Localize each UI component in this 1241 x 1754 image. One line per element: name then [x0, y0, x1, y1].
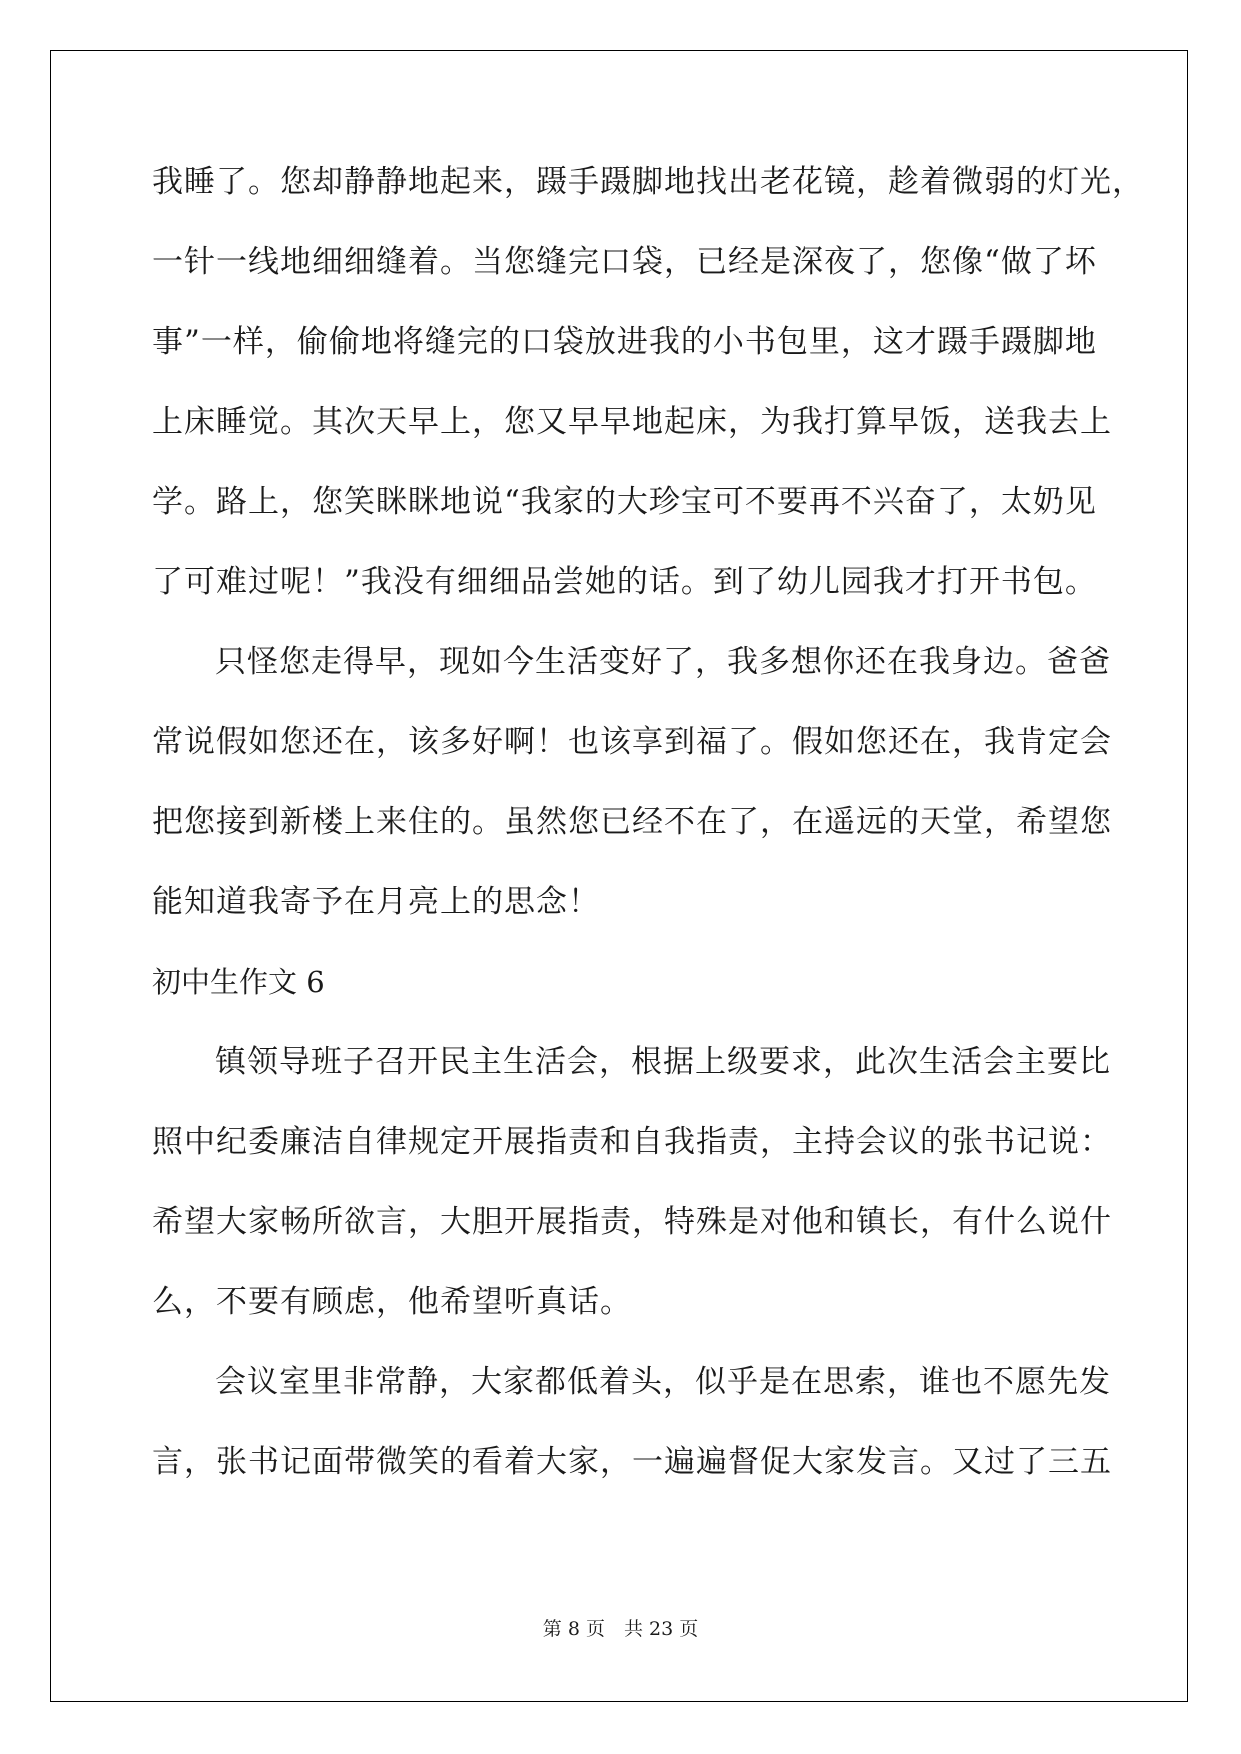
text-line: 么，不要有顾虑，他希望听真话。 [152, 1284, 632, 1320]
section-heading: 初中生作文 6 [152, 965, 325, 999]
paragraph-4 [152, 1362, 1112, 1522]
text-line: 学。路上，您笑眯眯地说“我家的大珍宝可不要再不兴奋了，太奶见 [152, 484, 1097, 520]
paragraph-2 [152, 642, 1112, 962]
page-number-footer: 第 8 页 共 23 页 [542, 1618, 699, 1640]
text-line: 一针一线地细细缝着。当您缝完口袋，已经是深夜了，您像“做了坏 [152, 244, 1097, 280]
text-line: 照中纪委廉洁自律规定开展指责和自我指责，主持会议的张书记说： [152, 1124, 1112, 1160]
text-line: 把您接到新楼上来住的。虽然您已经不在了，在遥远的天堂，希望您 [152, 804, 1112, 840]
text-line: 能知道我寄予在月亮上的思念！ [152, 884, 600, 920]
paragraph-3 [152, 1042, 1112, 1362]
text-line: 会议室里非常静，大家都低着头，似乎是在思索，谁也不愿先发 [215, 1364, 1111, 1400]
text-line: 上床睡觉。其次天早上，您又早早地起床，为我打算早饭，送我去上 [152, 404, 1112, 440]
text-line: 镇领导班子召开民主生活会，根据上级要求，此次生活会主要比 [215, 1044, 1111, 1080]
text-line: 言，张书记面带微笑的看着大家，一遍遍督促大家发言。又过了三五 [152, 1444, 1112, 1480]
text-line: 我睡了。您却静静地起来，蹑手蹑脚地找出老花镜，趁着微弱的灯光， [152, 164, 1144, 200]
text-line: 只怪您走得早，现如今生活变好了，我多想你还在我身边。爸爸 [215, 644, 1111, 680]
paragraph-1 [152, 162, 1144, 642]
text-line: 希望大家畅所欲言，大胆开展指责，特殊是对他和镇长，有什么说什 [152, 1204, 1112, 1240]
document-body [152, 162, 1144, 1522]
text-line: 了可难过呢！”我没有细细品尝她的话。到了幼儿园我才打开书包。 [152, 564, 1097, 600]
text-line: 常说假如您还在，该多好啊！也该享到福了。假如您还在，我肯定会 [152, 724, 1112, 760]
text-line: 事”一样，偷偷地将缝完的口袋放进我的小书包里，这才蹑手蹑脚地 [152, 324, 1097, 360]
